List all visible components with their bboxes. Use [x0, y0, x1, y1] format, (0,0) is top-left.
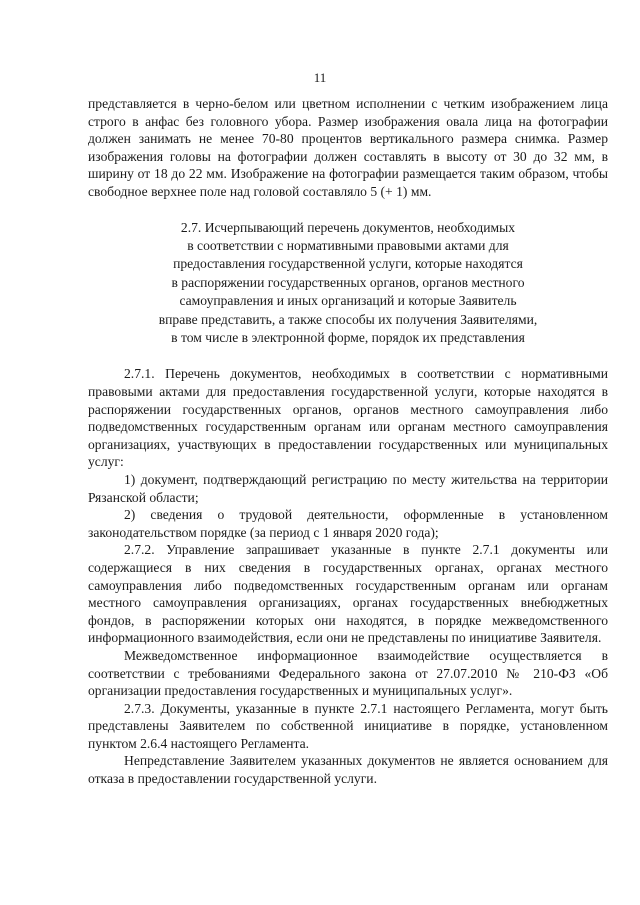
section-heading-2-7	[88, 219, 608, 348]
heading-line: 2.7. Исчерпывающий перечень документов, необходимых	[180, 219, 516, 235]
paragraph-2-7-2: 2.7.2. Управление запрашивает указанные в пункте 2.7.1 документы или содержащиеся в них сведения в государственных органах, органах местного самоуправления либо подведомственных государственным органам или органам местного самоуправления организациях, органах государственных внебюджетных фондов, в распоряжении которых они находятся, в порядке межведомственного информационного взаимодействия, если они не представлены по инициативе Заявителя.	[88, 542, 608, 646]
paragraph-interaction: Межведомственное информационное взаимодействие осуществляется в соответствии с требованиями Федерального закона от 27.07.2010 № 210-ФЗ «Об организации предоставления государственных и муниципальных услуг».	[88, 647, 608, 699]
intro-paragraph: представляется в черно-белом или цветном исполнении с четким изображением лица строго в анфас без головного убора. Размер изображения овала лица на фотографии должен занимать не менее 70-80 процентов вертикального размера снимка. Размер изображения головы на фотографии должен составлять в высоту от 30 до 32 мм, в ширину от 18 до 22 мм. Изображение на фотографии размещается таким образом, чтобы свободное верхнее поле над головой составляло 5 (+ 1) мм.	[88, 96, 608, 199]
heading-line: предоставления государственной услуги, которые находятся	[173, 256, 523, 272]
heading-line: в соответствии с нормативными правовыми актами для	[187, 237, 509, 253]
heading-line: вправе представить, а также способы их получения Заявителями,	[158, 311, 538, 327]
page-content	[88, 95, 608, 788]
heading-line: самоуправления и иных организаций и которые Заявитель	[179, 293, 517, 309]
list-item-1: 1) документ, подтверждающий регистрацию по месту жительства на территории Рязанской области;	[88, 471, 608, 505]
heading-line: в том числе в электронной форме, порядок их представления	[171, 330, 525, 345]
page-number: 11	[313, 70, 327, 85]
list-item-2: 2) сведения о трудовой деятельности, оформленные в установленном законодательством порядке (за период с 1 января 2020 года);	[88, 507, 608, 540]
paragraph-nonsubmission: Непредставление Заявителем указанных документов не является основанием для отказа в предоставлении государственной услуги.	[88, 753, 608, 787]
paragraph-2-7-3: 2.7.3. Документы, указанные в пункте 2.7.1 настоящего Регламента, могут быть представлены Заявителем по собственной инициативе в порядке, установленном пунктом 2.6.4 настоящего Регламента.	[88, 700, 608, 751]
heading-line: в распоряжении государственных органов, органов местного	[171, 274, 525, 290]
paragraph-2-7-1: 2.7.1. Перечень документов, необходимых в соответствии с нормативными правовыми актами для предоставления государственной услуги, которые находятся в распоряжении государственных органов, органов местного самоуправления либо подведомственных государственным органам или органам местного самоуправления организациях, участвующих в предоставлении государственных или муниципальных услуг:	[88, 366, 608, 470]
